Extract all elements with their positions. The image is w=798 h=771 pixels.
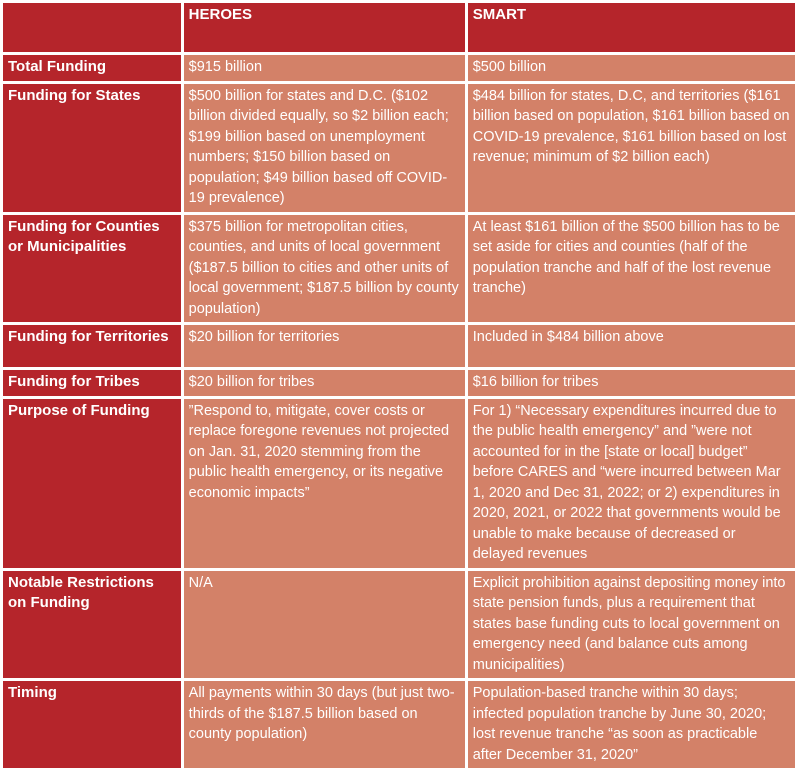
table-row [3,399,795,568]
heroes-cell: N/A [184,571,465,679]
smart-cell: $16 billion for tribes [468,370,795,396]
row-label: Notable Restrictions on Funding [3,571,181,679]
smart-cell: At least $161 billion of the $500 billion has to be set aside for cities and counties (half of the population tranche and half of the lost revenue tranche) [468,215,795,323]
heroes-cell: All payments within 30 days (but just two-thirds of the $187.5 billion based on county population) [184,681,465,768]
table-row [3,681,795,768]
row-label: Funding for Tribes [3,370,181,396]
table-row [3,370,795,396]
heroes-cell: $915 billion [184,55,465,81]
row-label: Purpose of Funding [3,399,181,568]
table-row [3,571,795,679]
header-blank [3,3,181,52]
table-row [3,84,795,212]
smart-cell: $500 billion [468,55,795,81]
smart-cell: For 1) “Necessary expenditures incurred due to the public health emergency” and ”were not accounted for in the [state or local] budget” before CARES and “were incurred between Mar 1, 2020 and Dec 31, 2022; or 2) expenditures in 2020, 2021, or 2022 that governments would be unable to make because of decreased or delayed revenues [468,399,795,568]
smart-cell: $484 billion for states, D.C, and territories ($161 billion based on population, $161 billion based on COVID-19 prevalence, $161 billion based on lost revenue; minimum of $2 billion each) [468,84,795,212]
row-label: Funding for Counties or Municipalities [3,215,181,323]
table-row [3,215,795,323]
header-smart: SMART [468,3,795,52]
row-label: Funding for States [3,84,181,212]
row-label: Funding for Territories [3,325,181,367]
heroes-cell: $375 billion for metropolitan cities, counties, and units of local government ($187.5 billion to cities and other units of local government; $187.5 billion by county population) [184,215,465,323]
heroes-cell: $20 billion for tribes [184,370,465,396]
row-label: Timing [3,681,181,768]
smart-cell: Included in $484 billion above [468,325,795,367]
header-row [3,3,795,52]
heroes-cell: $500 billion for states and D.C. ($102 billion divided equally, so $2 billion each; $199 billion based on unemployment numbers; $150 billion based on population; $49 billion based off COVID-19 prevalence) [184,84,465,212]
smart-cell: Population-based tranche within 30 days; infected population tranche by June 30, 2020; lost revenue tranche “as soon as practicable after December 31, 2020” [468,681,795,768]
table-row [3,325,795,367]
table-row [3,55,795,81]
heroes-cell: $20 billion for territories [184,325,465,367]
smart-cell: Explicit prohibition against depositing money into state pension funds, plus a requirement that states base funding cuts to local government on emergency need (and balance cuts among municipalities) [468,571,795,679]
heroes-cell: ”Respond to, mitigate, cover costs or replace foregone revenues not projected on Jan. 31, 2020 stemming from the public health emergency, or its negative economic impacts” [184,399,465,568]
row-label: Total Funding [3,55,181,81]
header-heroes: HEROES [184,3,465,52]
